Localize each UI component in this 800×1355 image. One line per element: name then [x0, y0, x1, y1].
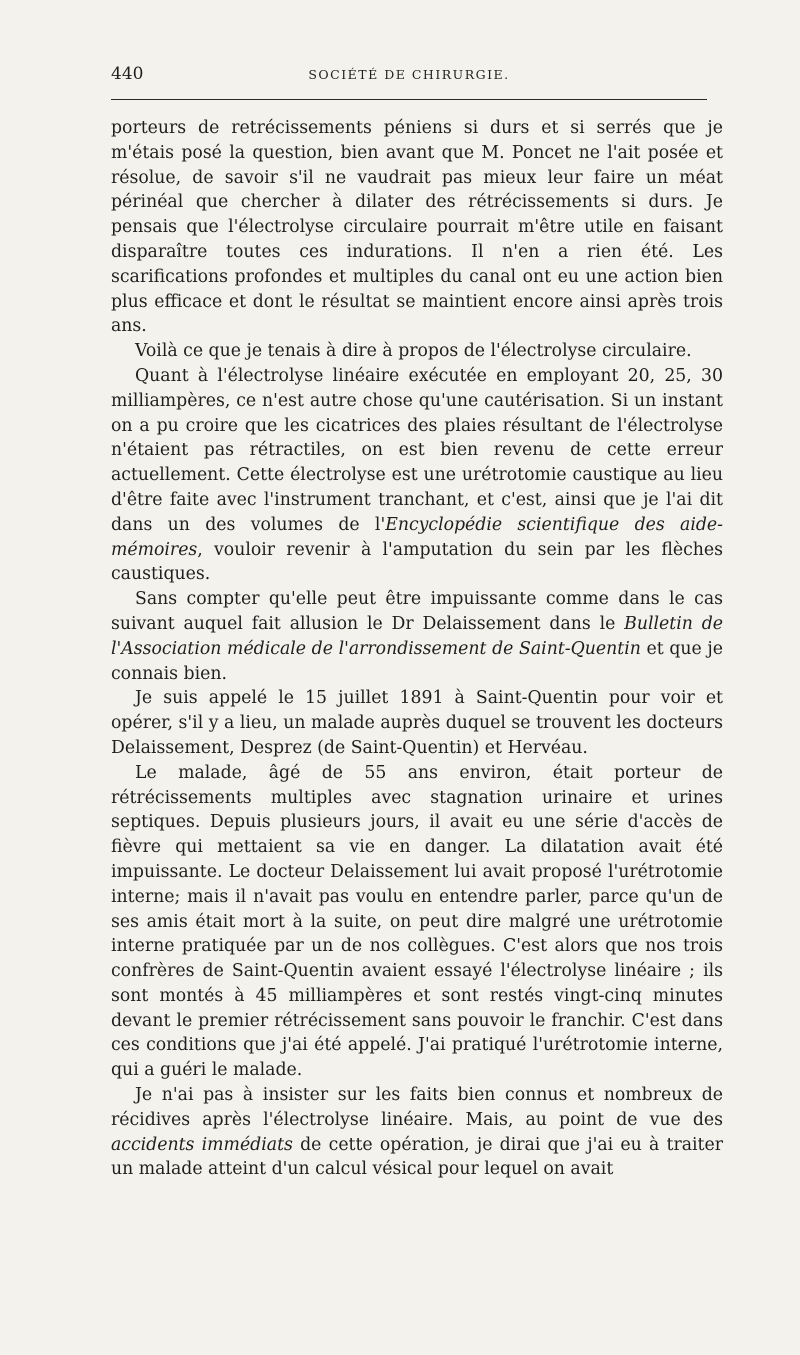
running-head — [111, 64, 707, 90]
paragraph — [111, 1083, 723, 1182]
paragraph — [111, 339, 723, 364]
text-run: Le malade, âgé de 55 ans environ, était porteur de rétrécissements multiples avec stagnation urinaire et urines septiques. Depuis plusieurs jours, il avait eu une série d'accès de fièvre qui mettaient sa vie en danger. La dilatation avait été impuissante. Le docteur Delaissement lui avait proposé l'urétrotomie interne; mais il n'avait pas voulu en entendre parler, parce qu'un de ses amis était mort à la suite, on peut dire malgré une urétrotomie interne pratiquée par un de nos collègues. C'est alors que nos trois confrères de Saint-Quentin avaient essayé l'électrolyse linéaire ; ils sont montés à 45 milliampères et sont restés vingt-cinq minutes devant le premier rétrécissement sans pouvoir le franchir. C'est dans ces conditions que j'ai été appelé. J'ai pratiqué l'urétrotomie interne, qui a guéri le malade. — [111, 762, 723, 1081]
text-run: de cette opération, je dirai que j'ai eu à traiter un malade atteint d'un calcul vésical pour lequel on avait — [111, 1134, 723, 1180]
paragraph — [111, 116, 723, 339]
paragraph — [111, 761, 723, 1083]
paragraph — [111, 364, 723, 587]
text-run: Je suis appelé le 15 juillet 1891 à Saint-Quentin pour voir et opérer, s'il y a lieu, un malade auprès duquel se trouvent les docteurs Delaissement, Desprez (de Saint-Quentin) et Hervéau. — [111, 688, 723, 758]
text-run: Voilà ce que je tenais à dire à propos de l'électrolyse circulaire. — [135, 341, 692, 362]
text-run: Quant à l'électrolyse linéaire exécutée en employant 20, 25, 30 milliampères, ce n'est autre chose qu'une cautérisation. Si un instant on a pu croire que les cicatrices des plaies résultant de l'électrolyse n'étaient pas rétractiles, on est bien revenu de cette erreur actuellement. Cette électrolyse est une urétrotomie caustique au lieu d'être faite avec l'instrument tranchant, et c'est, ainsi que je l'ai dit dans un des volumes de l' — [111, 365, 723, 535]
italic-text: Bulletin de l'Association médicale de l'arrondissement de Saint-Quentin — [111, 613, 724, 659]
text-run: Sans compter qu'elle peut être impuissante comme dans le cas suivant auquel fait allusion le Dr Delaissement dans le — [111, 589, 723, 634]
page-number: 440 — [111, 64, 144, 84]
text-run: porteurs de retrécissements péniens si durs et si serrés que je m'étais posé la question, bien avant que M. Poncet ne l'ait posée et résolue, de savoir s'il ne vaudrait pas mieux leur faire un méat périnéal que chercher à dilater des rétrécissements si durs. Je pensais que l'électrolyse circulaire pourrait m'être utile en faisant disparaître toutes ces indurations. Il n'en a rien été. Les scarifications profondes et multiples du canal ont eu une action bien plus efficace et dont le résultat se maintient encore ainsi après trois ans. — [111, 118, 723, 337]
text-run: Je n'ai pas à insister sur les faits bien connus et nombreux de récidives après l'électrolyse linéaire. Mais, au point de vue des — [111, 1085, 723, 1130]
italic-text: Encyclopédie scientifique des aide-mémoires — [111, 514, 723, 560]
body-text — [111, 116, 723, 1182]
italic-text: accidents immédiats — [111, 1134, 293, 1155]
paragraph — [111, 686, 723, 760]
paragraph — [111, 587, 723, 686]
text-run: , vouloir revenir à l'amputation du sein par les flèches caustiques. — [111, 539, 723, 585]
running-title: SOCIÉTÉ DE CHIRURGIE. — [308, 67, 510, 82]
header-rule — [111, 99, 707, 100]
text-run: et que je connais bien. — [111, 638, 723, 684]
